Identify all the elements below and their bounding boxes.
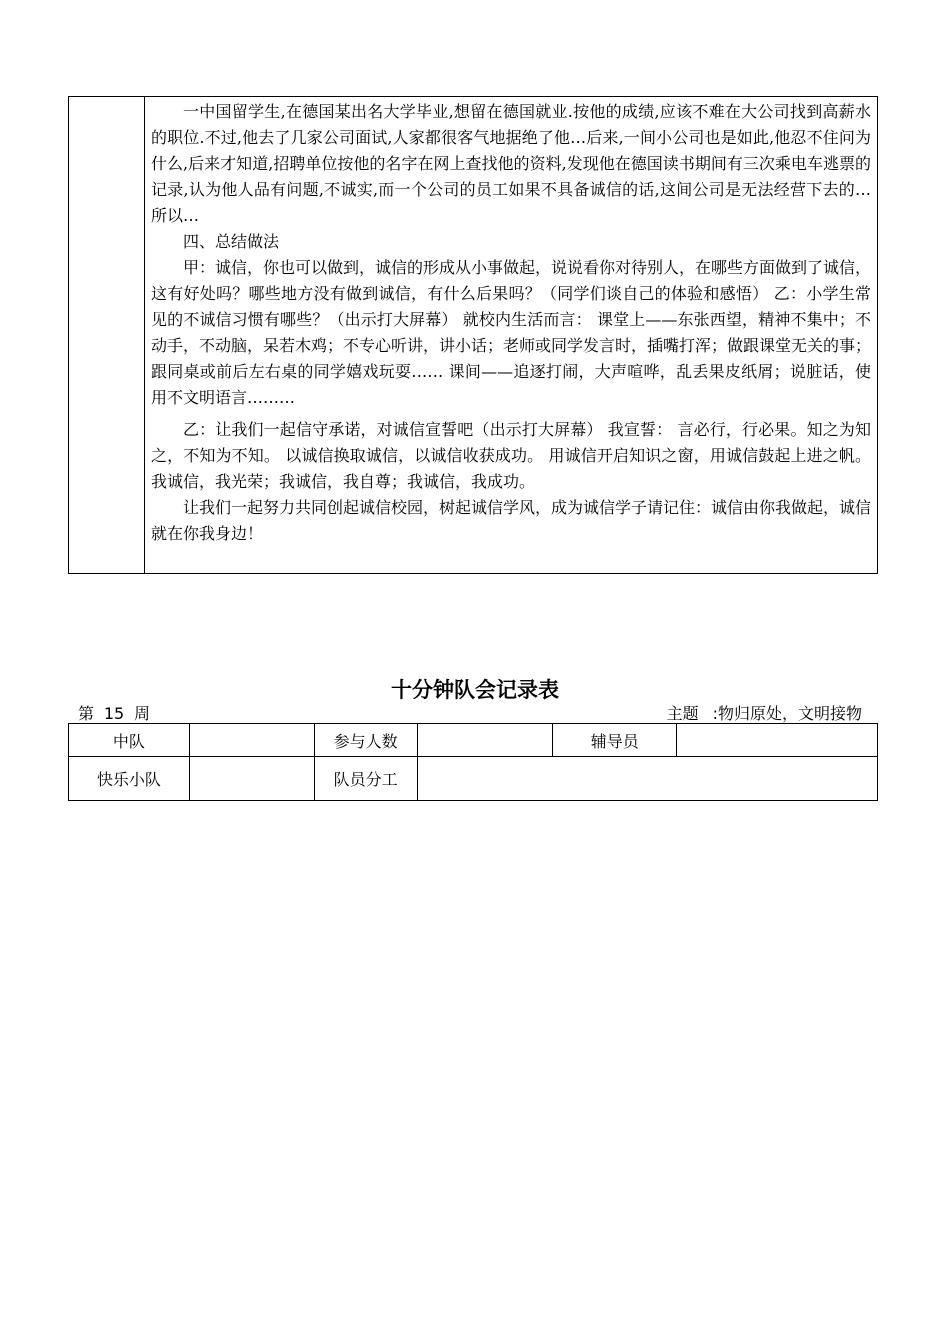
division-value-cell <box>417 757 877 801</box>
table-row <box>69 724 878 757</box>
week-suffix: 周 <box>134 704 151 723</box>
participants-value-cell <box>417 724 553 757</box>
squad-value: 快乐小队 <box>69 757 190 801</box>
division-label: 队员分工 <box>314 757 417 801</box>
week-number: 15 <box>94 705 134 724</box>
meeting-record-table <box>68 723 878 801</box>
discussion-paragraph: 甲：诚信，你也可以做到，诚信的形成从小事做起，说说看你对待别人，在哪些方面做到了诚信，这有好处吗？哪些地方没有做到诚信，有什么后果吗？（同学们谈自己的体验和感悟） 乙：小学生常见的不诚信习惯有哪些？（出示打大屏幕） 就校内生活而言： 课堂上——东张西望，精神不集中；不动手，不动脑，呆若木鸡；不专心听讲，讲小话；老师或同学发言时，插嘴打浑；做跟课堂无关的事；跟同桌或前后左右桌的同学嬉戏玩耍…… 课间——追逐打闹，大声喧哗，乱丢果皮纸屑；说脏话，使用不文明语言……… <box>151 258 872 407</box>
record-content-cell <box>151 99 871 547</box>
section-heading: 四、总结做法 <box>183 232 280 251</box>
story-paragraph: 一中国留学生,在德国某出名大学毕业,想留在德国就业.按他的成绩,应该不难在大公司找到高薪水的职位.不过,他去了几家公司面试,人家都很客气地据绝了他…后来,一间小公司也是如此,他忍不住问为什么,后来才知道,招聘单位按他的名字在网上查找他的资料,发现他在德国读书期间有三次乘电车逃票的记录,认为他人品有问题,不诚实,而一个公司的员工如果不具备诚信的话,这间公司是无法经营下去的…所以… <box>151 102 871 225</box>
week-line <box>78 701 150 724</box>
pledge-paragraph: 乙：让我们一起信守承诺，对诚信宣誓吧（出示打大屏幕） 我宣誓： 言必行，行必果。知之为知之，不知为不知。 以诚信换取诚信，以诚信收获成功。 用诚信开启知识之窗，用诚信鼓起上进之帆。 我诚信，我光荣；我诚信，我自尊；我诚信，我成功。 <box>151 420 871 491</box>
empty-cell <box>189 757 314 801</box>
squad-name-cell <box>189 724 314 757</box>
form-title: 十分钟队会记录表 <box>391 678 559 702</box>
theme-line <box>667 701 862 724</box>
counselor-label: 辅导员 <box>553 724 677 757</box>
record-content-table <box>68 96 878 574</box>
participants-label: 参与人数 <box>314 724 417 757</box>
counselor-value-cell <box>677 724 878 757</box>
closing-paragraph: 让我们一起努力共同创起诚信校园，树起诚信学风，成为诚信学子请记住：诚信由你我做起，诚信就在你我身边！ <box>151 498 872 543</box>
table-row <box>69 757 878 801</box>
record-label-cell <box>69 97 145 573</box>
theme-separator: : <box>712 704 718 723</box>
theme-value: 物归原处，文明接物 <box>717 704 862 723</box>
theme-label: 主题 <box>666 704 699 723</box>
week-prefix: 第 <box>78 704 95 723</box>
squad-label: 中队 <box>69 724 190 757</box>
